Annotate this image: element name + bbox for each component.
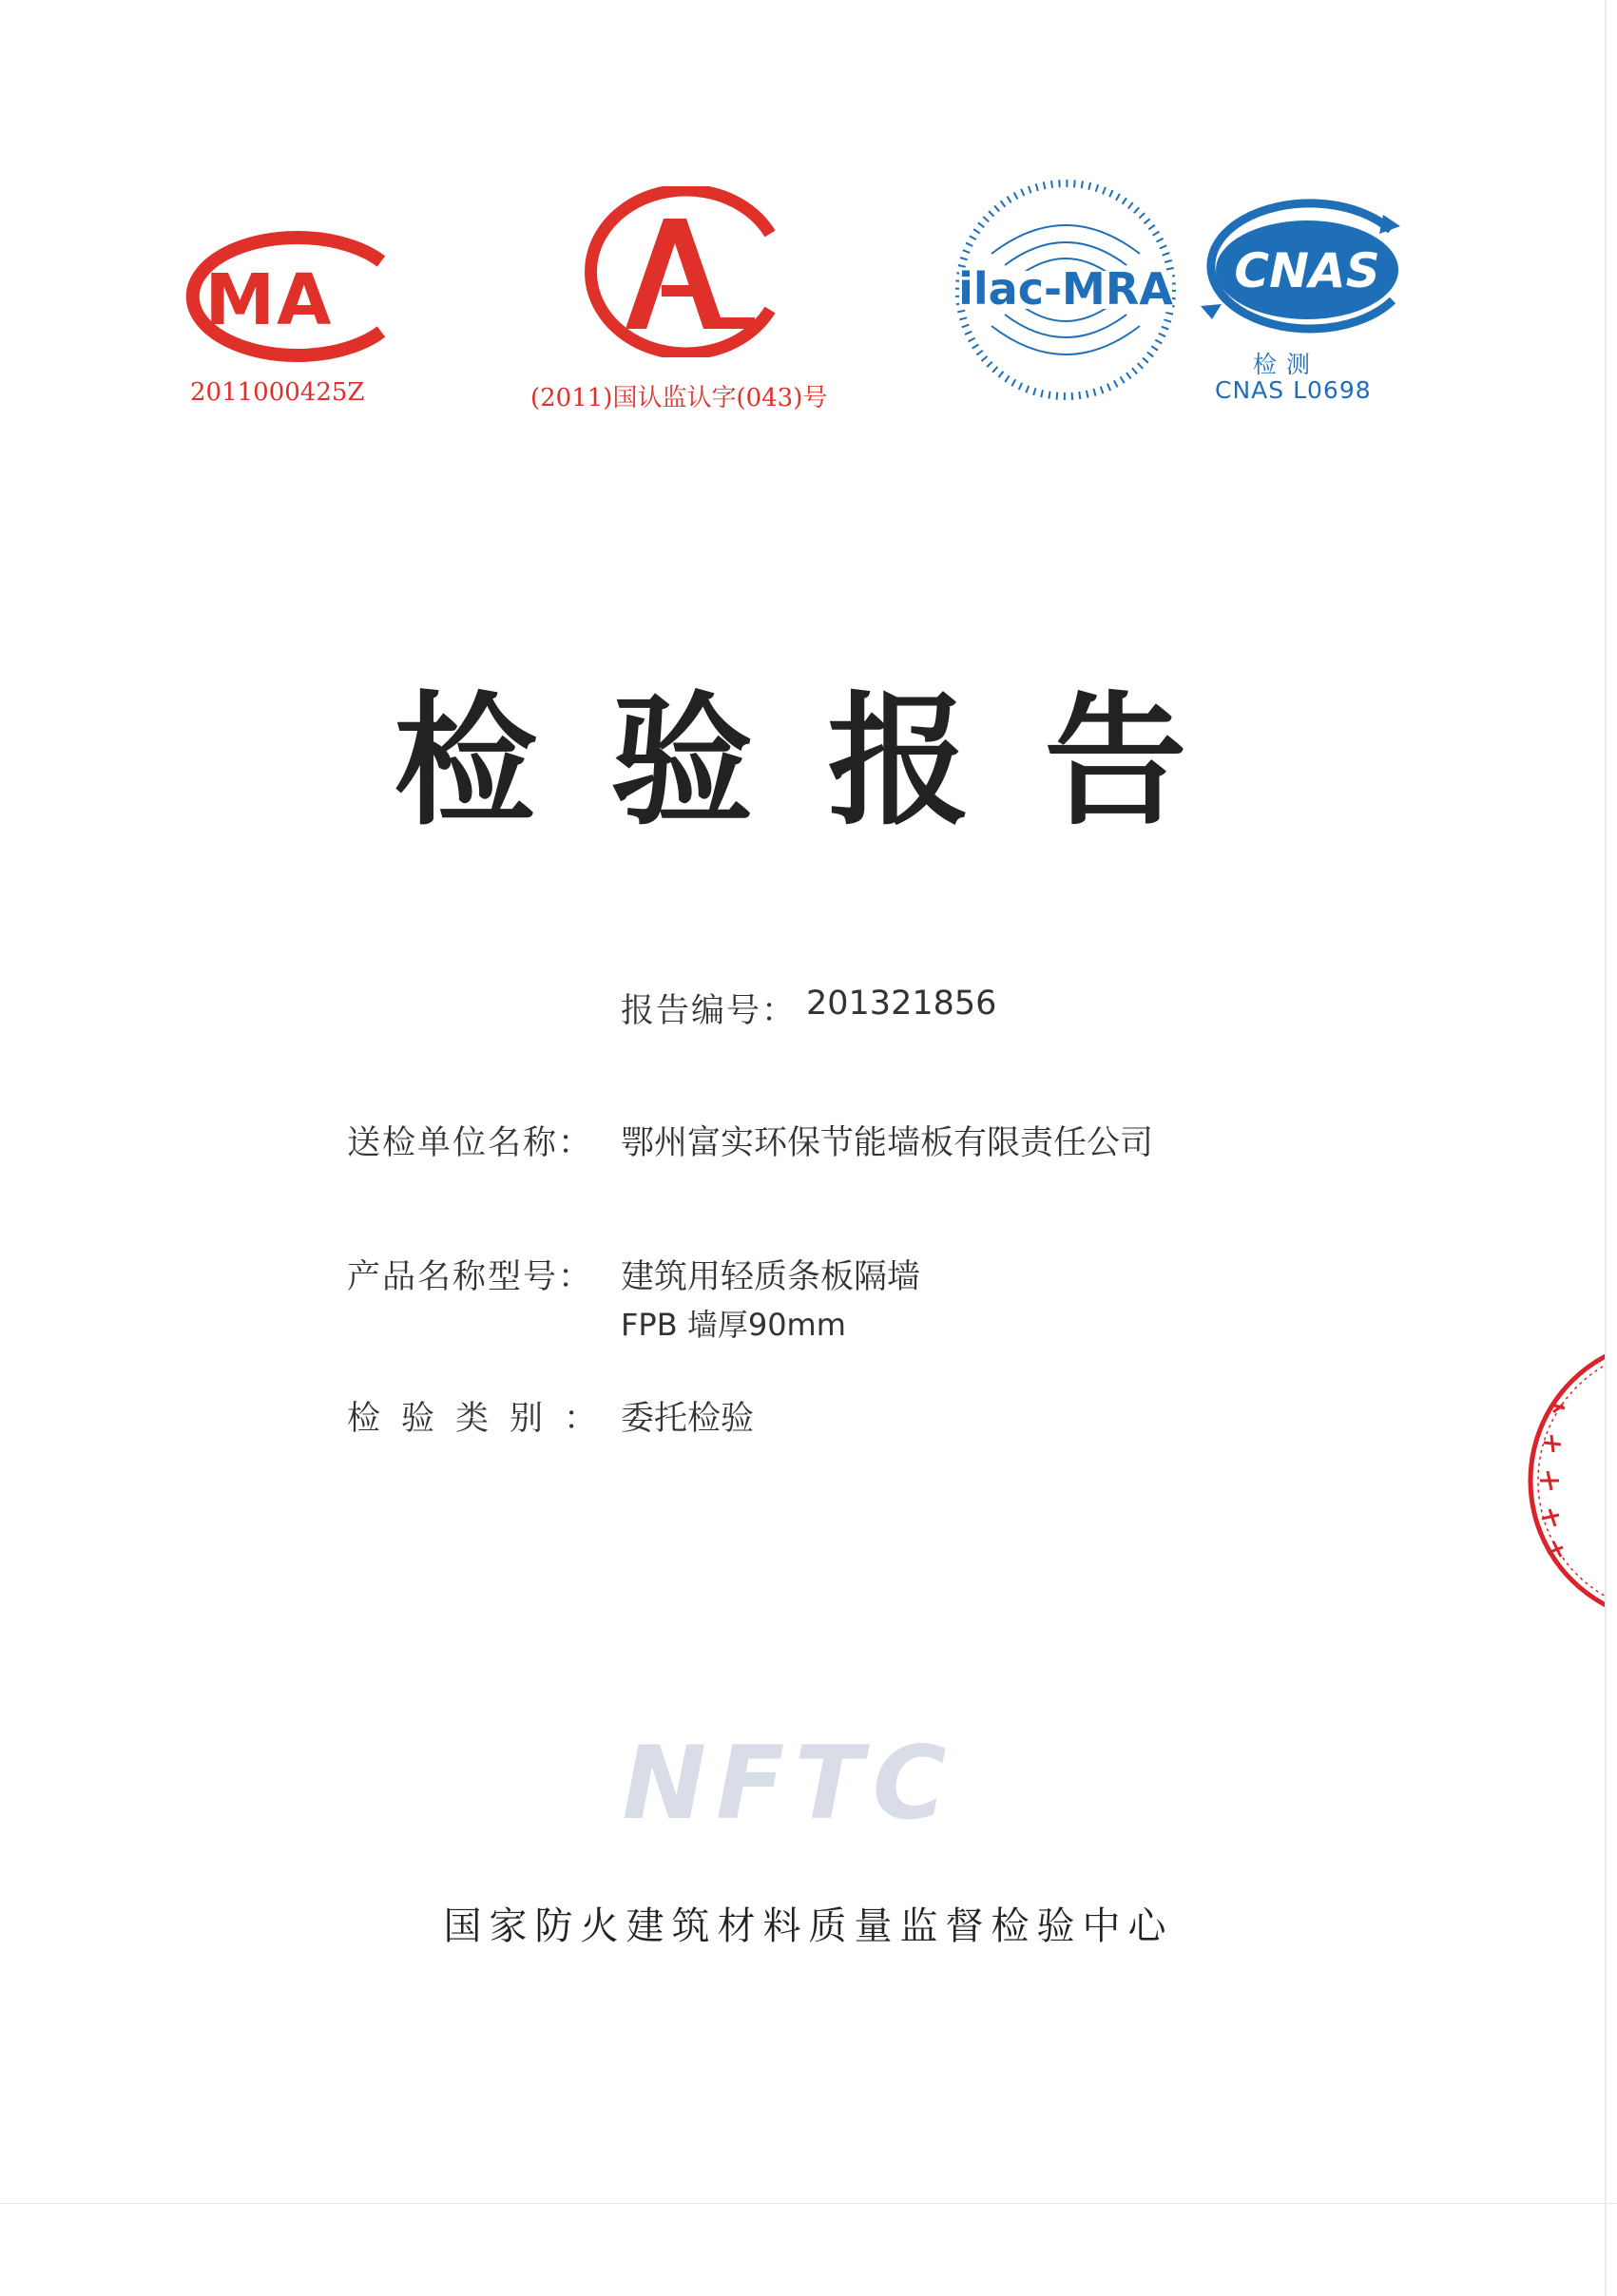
field-label-product: 产品名称型号： — [347, 1258, 594, 1296]
ilac-mra-logo — [953, 178, 1178, 406]
field-label-inspection-type: 检验类别： — [347, 1400, 619, 1438]
page-edge — [1605, 0, 1607, 2296]
field-value-product: 建筑用轻质条板隔墙 — [621, 1258, 921, 1296]
report-number-label: 报告编号： — [621, 992, 798, 1030]
cnas-caption-line1: 检 测 — [1253, 351, 1311, 378]
svg-text:CNAS: CNAS — [1234, 243, 1380, 298]
field-label-submitter: 送检单位名称： — [347, 1124, 594, 1162]
field-value-inspection-type: 委托检验 — [621, 1400, 755, 1438]
nftc-watermark: NFTC — [622, 1725, 956, 1842]
cal-logo — [568, 186, 787, 361]
svg-text:ilac-MRA: ilac-MRA — [958, 263, 1173, 315]
cma-caption: 2011000425Z — [190, 378, 365, 407]
report-number-value: 201321856 — [806, 985, 997, 1023]
bottom-rule — [0, 2203, 1617, 2204]
field-value-submitter: 鄂州富实环保节能墙板有限责任公司 — [621, 1124, 1154, 1162]
cma-logo — [157, 231, 404, 366]
cnas-caption-line2: CNAS L0698 — [1215, 376, 1372, 404]
official-seal — [1510, 1338, 1605, 1627]
svg-text:MA: MA — [204, 259, 334, 341]
field-value-product-model: FPB 墙厚90mm — [621, 1307, 846, 1343]
cal-caption: (2011)国认监认字(043)号 — [530, 384, 828, 412]
report-title: 检验报告 — [394, 679, 1261, 845]
cnas-logo — [1193, 186, 1417, 354]
issuer-name: 国家防火建筑材料质量监督检验中心 — [443, 1904, 1174, 1948]
